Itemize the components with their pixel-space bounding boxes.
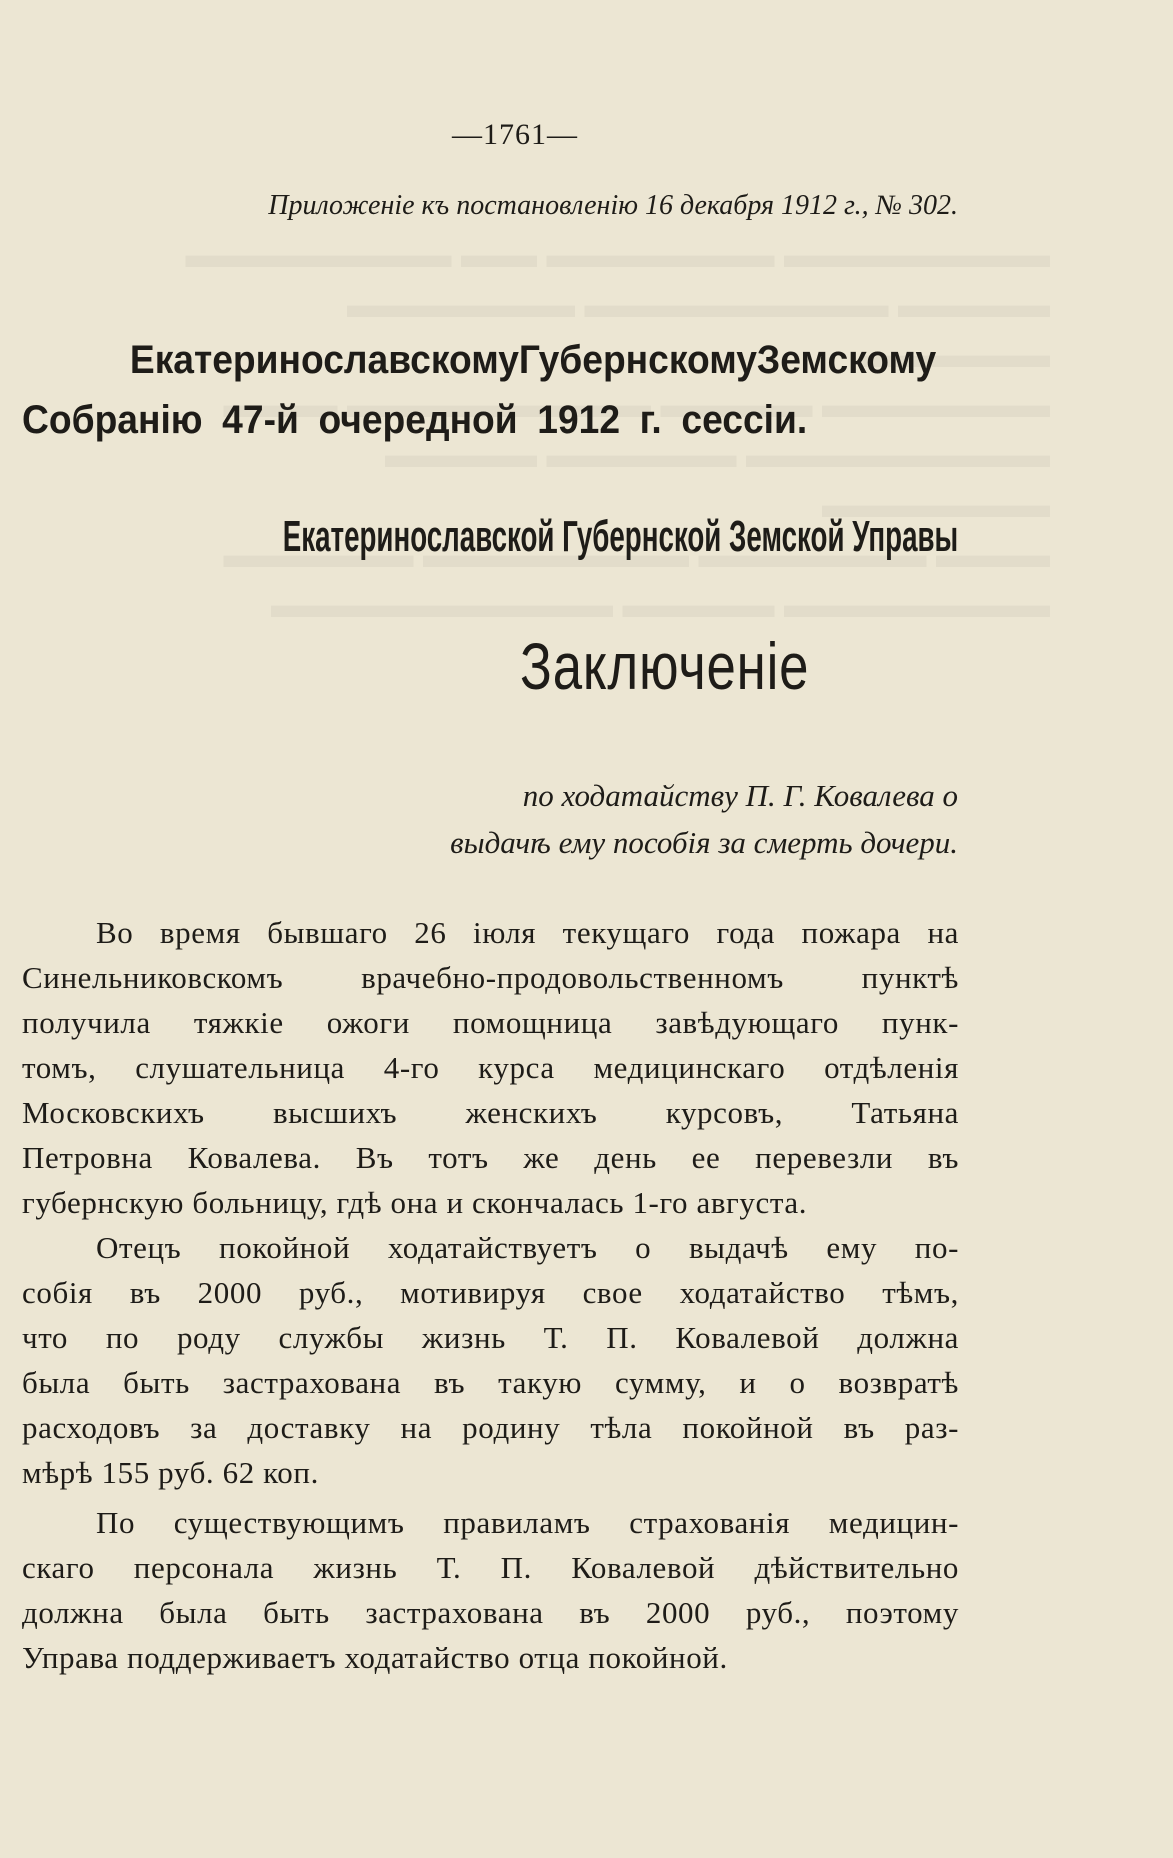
addressee-line-2: Собранію 47-й очередной 1912 г. сессіи. [22, 398, 808, 442]
subject-line-2: выдачѣ ему пособія за смерть дочери. [450, 825, 958, 860]
body-text [22, 910, 959, 1680]
text-line: Петровна Ковалева. Въ тотъ же день ее перевезли въ [22, 1140, 959, 1175]
text-line: была быть застрахована въ такую сумму, и о возвратѣ [22, 1365, 959, 1400]
addressee-heading [22, 330, 937, 450]
paragraph-3 [22, 1500, 959, 1680]
text-line: скаго персонала жизнь Т. П. Ковалевой дѣйствительно [22, 1550, 959, 1585]
text-line: должна была быть застрахована въ 2000 руб., поэтому [22, 1595, 959, 1630]
addressee-line-1 [22, 330, 937, 390]
text-line: расходовъ за доставку на родину тѣла покойной въ раз- [22, 1410, 959, 1445]
text-line: Московскихъ высшихъ женскихъ курсовъ, Татьяна [22, 1095, 959, 1130]
text-line: Синельниковскомъ врачебно-продовольственномъ пунктѣ [22, 960, 959, 995]
text-line: мѣрѣ 155 руб. 62 коп. [22, 1455, 319, 1490]
text-line: Управа поддерживаетъ ходатайство отца покойной. [22, 1640, 728, 1675]
addressee-word: Земскому [756, 338, 937, 382]
subject-block [450, 772, 958, 866]
addressee-word: Екатеринославскому [129, 338, 519, 382]
text-line: Во время бывшаго 26 іюля текущаго года пожара на [96, 915, 959, 950]
author-heading: Екатеринославской Губернской Земской Управы [282, 512, 958, 561]
document-title: Заключеніе [520, 629, 810, 703]
appendix-note: Приложеніе къ постановленію 16 декабря 1912 г., № 302. [268, 190, 958, 221]
text-line: получила тяжкіе ожоги помощница завѣдующаго пунк- [22, 1005, 959, 1040]
addressee-word: Губернскому [518, 338, 757, 382]
paragraph-2 [22, 1225, 959, 1495]
text-line: Отецъ покойной ходатайствуетъ о выдачѣ ему по- [96, 1230, 959, 1265]
text-line: собія въ 2000 руб., мотивируя свое ходатайство тѣмъ, [22, 1275, 959, 1310]
text-line: По существующимъ правиламъ страхованія медицин- [96, 1505, 959, 1540]
text-line: губернскую больницу, гдѣ она и скончалась 1-го августа. [22, 1185, 808, 1220]
page-number: —1761— [452, 118, 578, 151]
paragraph-1 [22, 910, 959, 1225]
subject-line-1: по ходатайству П. Г. Ковалева о [522, 778, 958, 813]
text-line: что по роду службы жизнь Т. П. Ковалевой должна [22, 1320, 959, 1355]
text-line: томъ, слушательница 4-го курса медицинскаго отдѣленія [22, 1050, 959, 1085]
